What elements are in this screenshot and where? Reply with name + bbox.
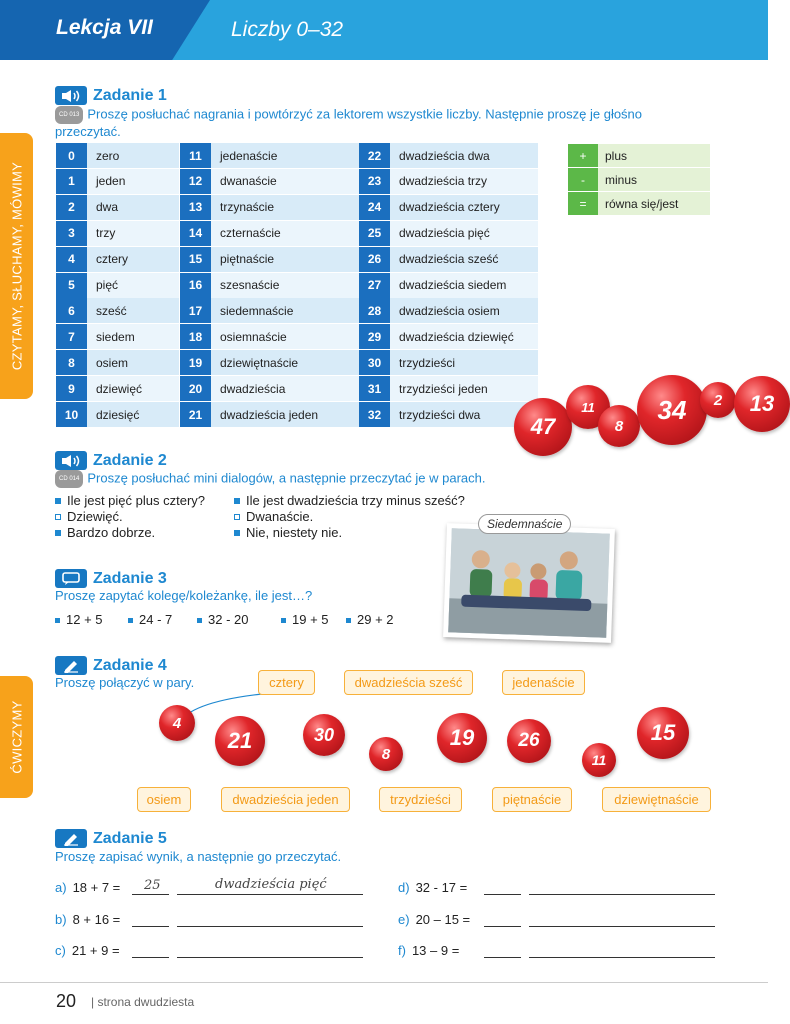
math-question-item: 19 + 5 xyxy=(281,612,329,628)
answer-word-line[interactable] xyxy=(529,957,715,958)
number-word-cell: cztery xyxy=(87,247,179,272)
number-cell: 18 xyxy=(180,324,211,349)
number-ball: 47 xyxy=(514,398,572,456)
sum-expression: e) 20 – 15 = xyxy=(398,912,471,927)
number-row xyxy=(56,221,179,246)
side-tab-reading-label: CZYTAMY, SŁUCHAMY, MÓWIMY xyxy=(9,161,24,371)
number-word-cell: jeden xyxy=(87,169,179,194)
dialogue-left-reply: Bardzo dobrze. xyxy=(55,525,155,541)
sum-expression: c) 21 + 9 = xyxy=(55,943,120,958)
number-cell: 27 xyxy=(359,273,390,298)
exercise-4-title xyxy=(55,656,167,675)
word-match-box[interactable]: dwadzieścia sześć xyxy=(344,670,473,695)
number-cell: 25 xyxy=(359,221,390,246)
speech-icon xyxy=(55,569,87,588)
exercise-2-title xyxy=(55,451,167,470)
pencil-icon xyxy=(55,829,87,848)
operator-word: równa się/jest xyxy=(598,192,710,215)
number-cell: 0 xyxy=(56,143,87,168)
number-ball: 8 xyxy=(598,405,640,447)
number-row xyxy=(359,298,538,323)
number-cell: 22 xyxy=(359,143,390,168)
number-ball[interactable]: 4 xyxy=(159,705,195,741)
page-number: 20 xyxy=(56,991,77,1011)
math-question-item: 29 + 2 xyxy=(346,612,394,628)
number-word-cell: dwadzieścia sześć xyxy=(390,247,538,272)
sum-expression: a) 18 + 7 = xyxy=(55,880,121,895)
speaker-icon xyxy=(55,86,87,105)
operator-row xyxy=(568,144,710,167)
number-row xyxy=(56,195,179,220)
number-word-cell: dwadzieścia osiem xyxy=(390,298,538,323)
answer-number-line[interactable] xyxy=(132,894,169,895)
number-cell: 9 xyxy=(56,376,87,401)
number-ball: 34 xyxy=(637,375,707,445)
operator-word: plus xyxy=(598,144,710,167)
side-tab-practice-label: ĆWICZYMY xyxy=(9,700,24,774)
speaker-icon xyxy=(55,451,87,470)
number-row xyxy=(180,195,359,220)
number-word-cell: dziesięć xyxy=(87,402,179,427)
exercise-5-title-text: Zadanie 5 xyxy=(93,829,167,847)
number-row xyxy=(180,324,359,349)
number-cell: 6 xyxy=(56,298,87,323)
operator-symbol: + xyxy=(568,144,598,167)
operator-row xyxy=(568,168,710,191)
word-match-box[interactable]: dwadzieścia jeden xyxy=(221,787,350,812)
word-match-box[interactable]: piętnaście xyxy=(492,787,572,812)
sum-expression: f) 13 – 9 = xyxy=(398,943,460,958)
number-row xyxy=(56,298,179,323)
number-ball[interactable]: 8 xyxy=(369,737,403,771)
number-cell: 21 xyxy=(180,402,211,427)
exercise-3-instruction: Proszę zapytać kolegę/koleżankę, ile jest…? xyxy=(55,588,313,603)
number-row xyxy=(56,376,179,401)
pencil-icon xyxy=(55,656,87,675)
exercise-5-instruction: Proszę zapisać wynik, a następnie go przeczytać. xyxy=(55,849,342,864)
exercise-5-title xyxy=(55,829,167,848)
number-ball[interactable]: 21 xyxy=(215,716,265,766)
number-word-cell: trzy xyxy=(87,221,179,246)
answer-word-line[interactable] xyxy=(529,926,715,927)
number-word-cell: dziewiętnaście xyxy=(211,350,359,375)
side-tab-practice xyxy=(0,676,33,798)
number-cell: 26 xyxy=(359,247,390,272)
number-cell: 1 xyxy=(56,169,87,194)
number-word-cell: dziewięć xyxy=(87,376,179,401)
number-ball: 2 xyxy=(700,382,736,418)
exercise-1-title-text: Zadanie 1 xyxy=(93,86,167,104)
operators-table xyxy=(568,144,710,216)
number-row xyxy=(180,376,359,401)
number-cell: 7 xyxy=(56,324,87,349)
number-row xyxy=(359,273,538,298)
number-word-cell: trzynaście xyxy=(211,195,359,220)
number-word-cell: zero xyxy=(87,143,179,168)
dialogue-left-question: Ile jest pięć plus cztery? xyxy=(55,493,205,509)
number-word-cell: dwadzieścia trzy xyxy=(390,169,538,194)
number-word-cell: dwa xyxy=(87,195,179,220)
exercise-2-title-text: Zadanie 2 xyxy=(93,451,167,469)
number-row xyxy=(56,324,179,349)
number-row xyxy=(180,273,359,298)
exercise-3-title xyxy=(55,569,167,588)
lesson-number: Lekcja VII xyxy=(56,16,153,39)
number-word-cell: trzydzieści jeden xyxy=(390,376,538,401)
number-word-cell: dwadzieścia siedem xyxy=(390,273,538,298)
answer-word-line[interactable] xyxy=(177,894,363,895)
number-ball[interactable]: 19 xyxy=(437,713,487,763)
side-tab-reading xyxy=(0,133,33,399)
speech-bubble: Siedemnaście xyxy=(478,514,571,534)
number-word-cell: piętnaście xyxy=(211,247,359,272)
number-ball: 13 xyxy=(734,376,790,432)
number-word-cell: dwadzieścia jeden xyxy=(211,402,359,427)
number-row xyxy=(180,221,359,246)
number-row xyxy=(56,350,179,375)
dialogue-right-reply: Nie, niestety nie. xyxy=(234,525,342,541)
number-word-cell: trzydzieści dwa xyxy=(390,402,538,427)
number-row xyxy=(359,350,538,375)
exercise-3-title-text: Zadanie 3 xyxy=(93,569,167,587)
exercise-2-instruction-text: Proszę posłuchać mini dialogów, a następnie przeczytać je w parach. xyxy=(87,470,486,486)
number-ball[interactable]: 26 xyxy=(507,719,551,763)
number-cell: 5 xyxy=(56,273,87,298)
operator-row xyxy=(568,192,710,215)
number-word-cell: dwanaście xyxy=(211,169,359,194)
word-match-box[interactable]: cztery xyxy=(258,670,315,695)
exercise-1-instruction-line2: przeczytać. xyxy=(55,124,121,139)
number-word-cell: pięć xyxy=(87,273,179,298)
answer-number-line[interactable] xyxy=(484,894,521,895)
number-cell: 17 xyxy=(180,298,211,323)
number-row xyxy=(180,350,359,375)
exercise-2-instruction xyxy=(55,470,486,488)
sum-expression: d) 32 - 17 = xyxy=(398,880,468,895)
number-word-cell: siedem xyxy=(87,324,179,349)
number-row xyxy=(56,143,179,168)
number-cell: 15 xyxy=(180,247,211,272)
example-answer-word: dwadzieścia pięć xyxy=(215,877,327,892)
number-row xyxy=(359,221,538,246)
number-cell: 30 xyxy=(359,350,390,375)
number-word-cell: siedemnaście xyxy=(211,298,359,323)
exercise-4-instruction: Proszę połączyć w pary. xyxy=(55,675,195,690)
number-row xyxy=(56,169,179,194)
answer-number-line[interactable] xyxy=(484,957,521,958)
number-cell: 23 xyxy=(359,169,390,194)
number-word-cell: sześć xyxy=(87,298,179,323)
word-match-box[interactable]: trzydzieści xyxy=(379,787,462,812)
math-question-item: 12 + 5 xyxy=(55,612,103,628)
answer-number-line[interactable] xyxy=(484,926,521,927)
number-cell: 20 xyxy=(180,376,211,401)
number-ball[interactable]: 15 xyxy=(637,707,689,759)
number-word-cell: szesnaście xyxy=(211,273,359,298)
number-row xyxy=(180,247,359,272)
number-word-cell: dwadzieścia dwa xyxy=(390,143,538,168)
number-row xyxy=(180,298,359,323)
answer-number-line[interactable] xyxy=(132,957,169,958)
number-word-cell: czternaście xyxy=(211,221,359,246)
sum-expression: b) 8 + 16 = xyxy=(55,912,121,927)
number-cell: 31 xyxy=(359,376,390,401)
exercise-1-title xyxy=(55,86,167,105)
number-row xyxy=(359,376,538,401)
number-row xyxy=(180,169,359,194)
lesson-title: Liczby 0–32 xyxy=(231,18,344,41)
number-row xyxy=(359,195,538,220)
answer-word-line[interactable] xyxy=(177,926,363,927)
number-row xyxy=(56,247,179,272)
number-cell: 29 xyxy=(359,324,390,349)
exercise-4-title-text: Zadanie 4 xyxy=(93,656,167,674)
number-cell: 13 xyxy=(180,195,211,220)
number-word-cell: osiemnaście xyxy=(211,324,359,349)
number-row xyxy=(359,169,538,194)
number-cell: 4 xyxy=(56,247,87,272)
math-question-item: 24 - 7 xyxy=(128,612,172,628)
page-number-words: | strona dwudziesta xyxy=(91,995,195,1009)
photo-friends-image xyxy=(448,528,610,637)
dialogue-right-question: Ile jest dwadzieścia trzy minus sześć? xyxy=(234,493,465,509)
number-row xyxy=(56,273,179,298)
number-word-cell: dwadzieścia cztery xyxy=(390,195,538,220)
math-question-item: 32 - 20 xyxy=(197,612,248,628)
number-word-cell: dwadzieścia pięć xyxy=(390,221,538,246)
number-row xyxy=(359,324,538,349)
number-row xyxy=(359,247,538,272)
number-word-cell: dwadzieścia dziewięć xyxy=(390,324,538,349)
number-cell: 14 xyxy=(180,221,211,246)
number-cell: 8 xyxy=(56,350,87,375)
footer-divider xyxy=(0,982,768,983)
number-cell: 32 xyxy=(359,402,390,427)
number-ball[interactable]: 30 xyxy=(303,714,345,756)
photo-friends xyxy=(443,523,615,643)
number-cell: 16 xyxy=(180,273,211,298)
operator-symbol: - xyxy=(568,168,598,191)
lesson-header xyxy=(0,0,768,60)
word-match-box[interactable]: osiem xyxy=(137,787,191,812)
number-cell: 24 xyxy=(359,195,390,220)
example-answer-number: 25 xyxy=(144,878,161,893)
number-cell: 12 xyxy=(180,169,211,194)
number-row xyxy=(359,143,538,168)
operator-word: minus xyxy=(598,168,710,191)
cd-track-icon: CD 014 xyxy=(55,470,83,488)
exercise-1-instruction-line1: Proszę posłuchać nagrania i powtórzyć za lektorem wszystkie liczby. Następnie proszę je głośno xyxy=(87,106,643,122)
operator-symbol: = xyxy=(568,192,598,215)
number-row xyxy=(56,402,179,427)
number-cell: 28 xyxy=(359,298,390,323)
number-cell: 19 xyxy=(180,350,211,375)
number-ball[interactable]: 11 xyxy=(582,743,616,777)
answer-word-line[interactable] xyxy=(529,894,715,895)
answer-number-line[interactable] xyxy=(132,926,169,927)
word-match-box[interactable]: dziewiętnaście xyxy=(602,787,711,812)
number-cell: 3 xyxy=(56,221,87,246)
exercise-1-instruction xyxy=(55,106,715,140)
number-cell: 2 xyxy=(56,195,87,220)
number-ball: 11 xyxy=(566,385,610,429)
number-cell: 10 xyxy=(56,402,87,427)
number-row xyxy=(180,143,359,168)
cd-track-icon: CD 013 xyxy=(55,106,83,124)
word-match-box[interactable]: jedenaście xyxy=(502,670,585,695)
number-row xyxy=(180,402,359,427)
number-word-cell: dwadzieścia xyxy=(211,376,359,401)
number-word-cell: osiem xyxy=(87,350,179,375)
dialogue-right-answer: Dwanaście. xyxy=(234,509,313,525)
dialogue-left-answer: Dziewięć. xyxy=(55,509,123,525)
number-word-cell: trzydzieści xyxy=(390,350,538,375)
number-row xyxy=(359,402,538,427)
number-word-cell: jedenaście xyxy=(211,143,359,168)
answer-word-line[interactable] xyxy=(177,957,363,958)
number-cell: 11 xyxy=(180,143,211,168)
